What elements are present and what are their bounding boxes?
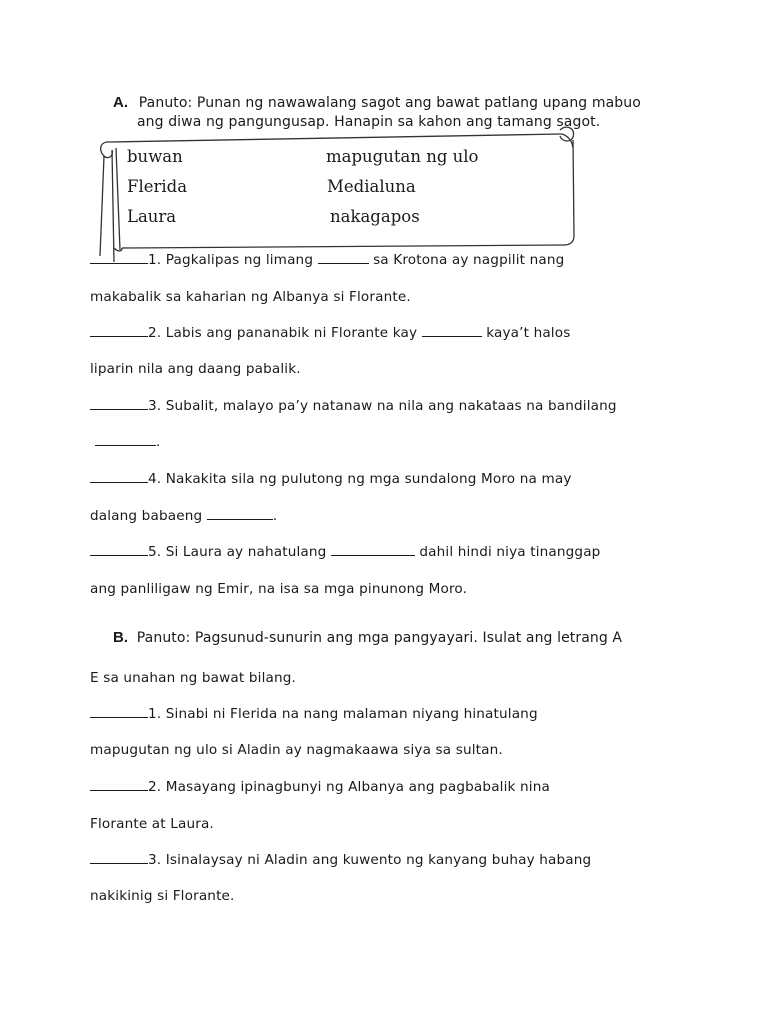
item-text: sa Krotona ay nagpilit nang (373, 252, 565, 268)
item-text: kaya’t halos (486, 325, 571, 341)
part-b-item-1-cont: mapugutan ng ulo si Aladin ay nagmakaawa siya sa sultan. (90, 742, 503, 758)
answer-blank[interactable] (90, 408, 148, 410)
item-text: 4. Nakakita sila ng pulutong ng mga sundalong Moro na may (148, 471, 572, 487)
answer-blank[interactable] (90, 262, 148, 264)
part-a-item-4-cont (90, 508, 277, 524)
part-a-item-4 (90, 471, 572, 487)
fill-blank[interactable] (95, 444, 156, 446)
part-b-letter: B. (113, 629, 129, 646)
part-b-instruction-line1 (113, 629, 622, 646)
item-text: 5. Si Laura ay nahatulang (148, 544, 327, 560)
part-a-item-1-cont: makabalik sa kaharian ng Albanya si Florante. (90, 289, 411, 305)
word-bank-item: Laura (127, 207, 177, 226)
item-text: dalang babaeng (90, 508, 203, 524)
word-bank-item: Flerida (127, 177, 188, 196)
word-bank-item: nakagapos (330, 207, 420, 226)
part-a-item-2 (90, 325, 570, 341)
part-a-item-1 (90, 252, 564, 268)
answer-blank[interactable] (90, 335, 148, 337)
part-b-item-2-cont: Florante at Laura. (90, 816, 214, 832)
part-a-instruction-line2: ang diwa ng pangungusap. Hanapin sa kahon ang tamang sagot. (137, 114, 601, 130)
part-a-item-5 (90, 544, 600, 560)
part-b-item-3 (90, 852, 591, 868)
answer-blank[interactable] (90, 789, 148, 791)
part-b-instruction-line2: E sa unahan ng bawat bilang. (90, 670, 296, 686)
item-text: 3. Isinalaysay ni Aladin ang kuwento ng kanyang buhay habang (148, 852, 592, 868)
item-text: . (156, 434, 161, 450)
item-text: dahil hindi niya tinanggap (419, 544, 601, 560)
part-a-instruction-text: Panuto: Punan ng nawawalang sagot ang bawat patlang upang mabuo (138, 95, 641, 111)
part-a-item-5-cont: ang panliligaw ng Emir, na isa sa mga pinunong Moro. (90, 581, 468, 597)
fill-blank[interactable] (318, 262, 369, 264)
part-a-item-2-cont: liparin nila ang daang pabalik. (90, 361, 301, 377)
item-text: 1. Pagkalipas ng limang (148, 252, 314, 268)
part-a-item-3-cont (95, 434, 160, 450)
answer-blank[interactable] (90, 481, 148, 483)
item-text: 1. Sinabi ni Flerida na nang malaman niyang hinatulang (148, 706, 538, 722)
item-text: 3. Subalit, malayo pa’y natanaw na nila ang nakataas na bandilang (148, 398, 617, 414)
word-bank-item: buwan (127, 147, 183, 166)
part-b-item-1 (90, 706, 538, 722)
part-b-item-3-cont: nakikinig si Florante. (90, 888, 235, 904)
answer-blank[interactable] (90, 716, 148, 718)
item-text: 2. Masayang ipinagbunyi ng Albanya ang pagbabalik nina (148, 779, 550, 795)
part-b-item-2 (90, 779, 550, 795)
answer-blank[interactable] (90, 862, 148, 864)
part-a-letter: A. (113, 94, 129, 111)
part-a-item-3 (90, 398, 617, 414)
word-bank-item: Medialuna (327, 177, 416, 196)
item-text: 2. Labis ang pananabik ni Florante kay (148, 325, 418, 341)
fill-blank[interactable] (331, 554, 415, 556)
fill-blank[interactable] (207, 518, 273, 520)
part-b-instruction-text: Panuto: Pagsunud-sunurin ang mga pangyayari. Isulat ang letrang A (136, 630, 623, 646)
item-text: . (272, 508, 278, 524)
word-bank-item: mapugutan ng ulo (326, 147, 479, 166)
word-bank-scroll (0, 0, 768, 270)
fill-blank[interactable] (422, 335, 482, 337)
answer-blank[interactable] (90, 554, 148, 556)
